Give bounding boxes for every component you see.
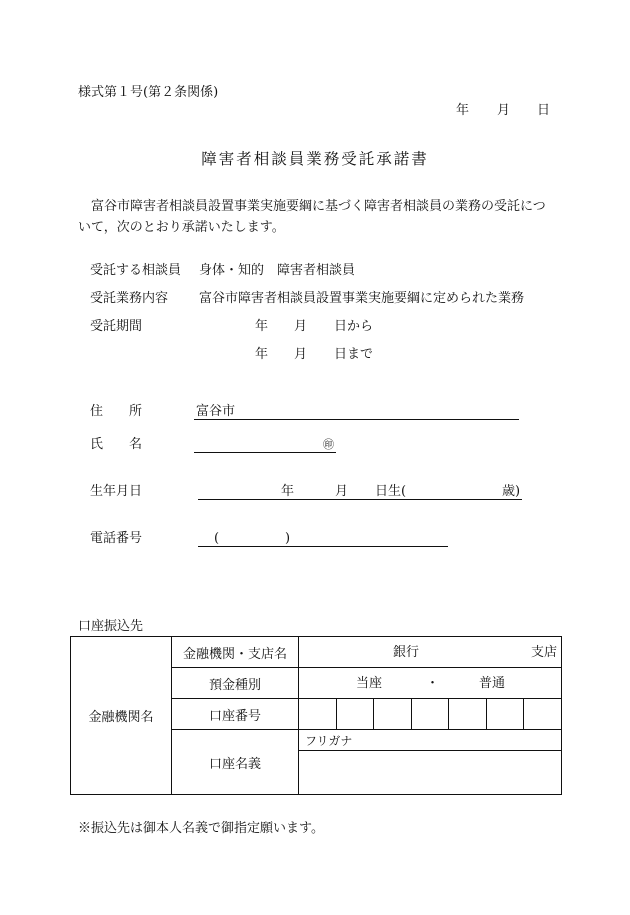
furigana-label: フリガナ bbox=[305, 733, 353, 748]
account-digit-box[interactable] bbox=[411, 699, 449, 729]
birthdate-label: 生年月日 bbox=[90, 484, 143, 499]
bank-account-table bbox=[70, 636, 562, 795]
account-digit-box[interactable] bbox=[299, 699, 336, 729]
account-digit-box[interactable] bbox=[336, 699, 374, 729]
birthdate-underline[interactable] bbox=[198, 499, 522, 500]
period-from-day: 日から bbox=[334, 319, 374, 334]
type-ordinary[interactable]: 普通 bbox=[479, 676, 506, 691]
phone-label: 電話番号 bbox=[90, 531, 143, 546]
deposit-type-label: 預金種別 bbox=[172, 668, 299, 699]
phone-paren-open: ( bbox=[214, 531, 220, 546]
account-number-label: 口座番号 bbox=[172, 699, 299, 730]
document-title: 障害者相談員業務受託承諾書 bbox=[201, 150, 429, 168]
duty-value: 富谷市障害者相談員設置事業実施要綱に定められた業務 bbox=[199, 291, 525, 306]
counselor-label: 受託する相談員 bbox=[90, 263, 182, 278]
counselor-value: 身体・知的 障害者相談員 bbox=[199, 263, 356, 278]
date-day-label: 日 bbox=[537, 103, 551, 118]
furigana-cell[interactable] bbox=[299, 730, 562, 751]
bank-group-label: 金融機関名 bbox=[71, 637, 172, 795]
name-underline[interactable] bbox=[194, 452, 336, 453]
birth-year: 年 bbox=[281, 484, 295, 499]
type-dot: ・ bbox=[426, 676, 440, 691]
deposit-type-cell[interactable] bbox=[299, 668, 562, 699]
period-from-year: 年 bbox=[255, 319, 269, 334]
account-name-label: 口座名義 bbox=[172, 730, 299, 795]
account-digit-box[interactable] bbox=[373, 699, 411, 729]
institution-cell[interactable] bbox=[299, 637, 562, 668]
birth-day: 日生( bbox=[375, 484, 407, 499]
account-digit-box[interactable] bbox=[448, 699, 486, 729]
address-underline bbox=[194, 419, 519, 420]
period-to-month: 月 bbox=[294, 347, 308, 362]
account-number-cell[interactable] bbox=[299, 699, 562, 730]
seal-mark bbox=[323, 438, 334, 451]
address-label: 住 所 bbox=[90, 404, 143, 419]
period-to-day: 日まで bbox=[334, 347, 374, 362]
type-current[interactable]: 当座 bbox=[356, 676, 383, 691]
intro-paragraph: 富谷市障害者相談員設置事業実施要綱に基づく障害者相談員の業務の受託について，次のとおり承諾いたします。 bbox=[78, 199, 546, 235]
name-label: 氏 名 bbox=[90, 437, 143, 452]
bank-suffix: 銀行 bbox=[393, 645, 420, 660]
phone-underline[interactable] bbox=[198, 546, 448, 547]
period-from-month: 月 bbox=[294, 319, 308, 334]
phone-paren-close: ) bbox=[285, 531, 291, 546]
address-value[interactable]: 富谷市 bbox=[196, 404, 236, 419]
birth-age: 歳) bbox=[502, 484, 521, 499]
transfer-note: ※振込先は御本人名義で御指定願います。 bbox=[78, 821, 324, 836]
seal-icon: ㊞ bbox=[323, 438, 334, 451]
bank-section-label: 口座振込先 bbox=[78, 619, 144, 634]
date-year-label: 年 bbox=[456, 103, 470, 118]
branch-suffix: 支店 bbox=[530, 645, 557, 660]
birth-month: 月 bbox=[335, 484, 349, 499]
institution-label: 金融機関・支店名 bbox=[172, 637, 299, 668]
date-month-label: 月 bbox=[497, 103, 511, 118]
account-digit-box[interactable] bbox=[486, 699, 524, 729]
account-digit-box[interactable] bbox=[523, 699, 561, 729]
account-name-cell[interactable] bbox=[299, 751, 562, 795]
period-to-year: 年 bbox=[255, 347, 269, 362]
form-number: 様式第１号(第２条関係) bbox=[78, 85, 219, 100]
duty-label: 受託業務内容 bbox=[90, 291, 169, 306]
period-label: 受託期間 bbox=[90, 319, 143, 334]
